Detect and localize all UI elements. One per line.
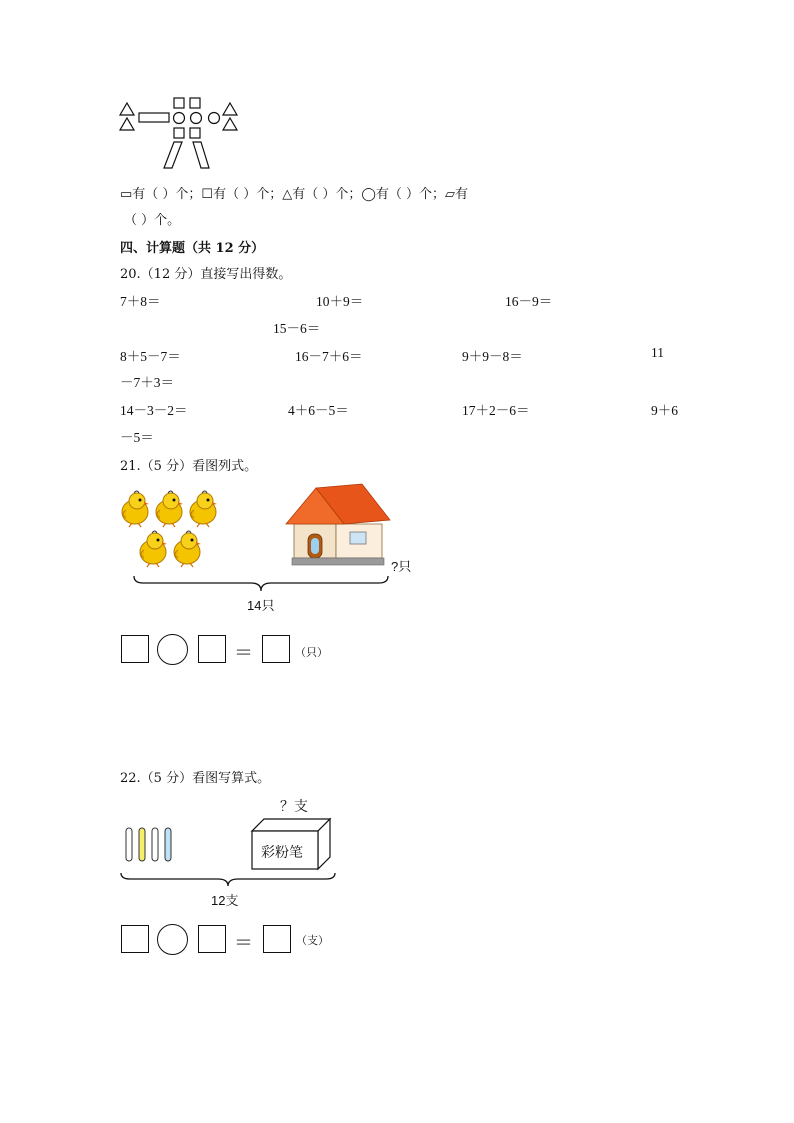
equation: 9＋6	[651, 403, 678, 418]
total-label: 14只	[247, 598, 275, 613]
equation: 7＋8＝	[120, 294, 161, 309]
total-label: 12支	[211, 893, 239, 908]
total-brace	[120, 872, 336, 888]
operator-circle[interactable]	[157, 634, 188, 665]
chalk-stick	[139, 828, 145, 861]
equation: 9＋9－8＝	[462, 349, 523, 364]
shapes-figure	[118, 96, 248, 168]
question-label: ？支	[280, 798, 308, 814]
parallelogram-shape	[164, 142, 182, 168]
triangle-shape	[120, 118, 134, 130]
answer-box[interactable]	[121, 925, 149, 953]
chalk-stick	[152, 828, 158, 861]
equation: 4＋6－5＝	[288, 403, 349, 418]
chalk-stick	[165, 828, 171, 861]
square-shape	[190, 98, 200, 108]
triangle-shape	[120, 103, 134, 115]
answer-box[interactable]	[198, 925, 226, 953]
rectangle-shape	[139, 113, 169, 122]
chalk-stick	[126, 828, 132, 861]
equation: 16－9＝	[505, 294, 553, 309]
equals-sign: ＝	[234, 932, 254, 954]
chick-icon	[174, 531, 201, 567]
equation: 16－7＋6＝	[295, 349, 363, 364]
chick-icon	[156, 491, 183, 527]
answer-box[interactable]	[263, 925, 291, 953]
q19-count-line1: ▭有（ ）个；☐有（ ）个；△有（ ）个；◯有（ ）个；▱有	[120, 187, 469, 202]
chicks-illustration	[118, 488, 228, 572]
equation: 11	[651, 345, 664, 360]
square-shape	[174, 98, 184, 108]
square-shape	[190, 128, 200, 138]
equation: －7＋3＝	[120, 375, 174, 390]
equation: 10＋9＝	[316, 294, 364, 309]
answer-box[interactable]	[121, 635, 149, 663]
q21-title: 21.（5 分）看图列式。	[120, 459, 258, 474]
circle-shape	[191, 113, 202, 124]
q22-title: 22.（5 分）看图写算式。	[120, 771, 271, 786]
box-label: 彩粉笔	[261, 845, 303, 861]
answer-box[interactable]	[262, 635, 290, 663]
operator-circle[interactable]	[157, 924, 188, 955]
section-heading: 四、计算题（共 12 分）	[120, 241, 265, 256]
total-brace	[133, 575, 389, 593]
unit-label: （只）	[295, 646, 328, 659]
equation: 8＋5－7＝	[120, 349, 181, 364]
q20-title: 20.（12 分）直接写出得数。	[120, 267, 292, 282]
equation: －5＝	[120, 430, 154, 445]
equals-sign: ＝	[234, 642, 254, 664]
triangle-shape	[223, 103, 237, 115]
equation: 15－6＝	[273, 321, 321, 336]
equation: 14－3－2＝	[120, 403, 188, 418]
parallelogram-shape	[193, 142, 209, 168]
triangle-shape	[223, 118, 237, 130]
circle-shape	[209, 113, 220, 124]
unit-label: （支）	[296, 934, 329, 947]
chick-icon	[122, 491, 149, 527]
circle-shape	[174, 113, 185, 124]
square-shape	[174, 128, 184, 138]
q19-count-line2: （ ）个。	[124, 213, 181, 228]
answer-box[interactable]	[198, 635, 226, 663]
chalk-sticks	[124, 824, 176, 864]
question-label: ?只	[391, 559, 412, 574]
chick-icon	[140, 531, 167, 567]
house-illustration	[286, 484, 390, 566]
equation: 17＋2－6＝	[462, 403, 530, 418]
chick-icon	[190, 491, 217, 527]
